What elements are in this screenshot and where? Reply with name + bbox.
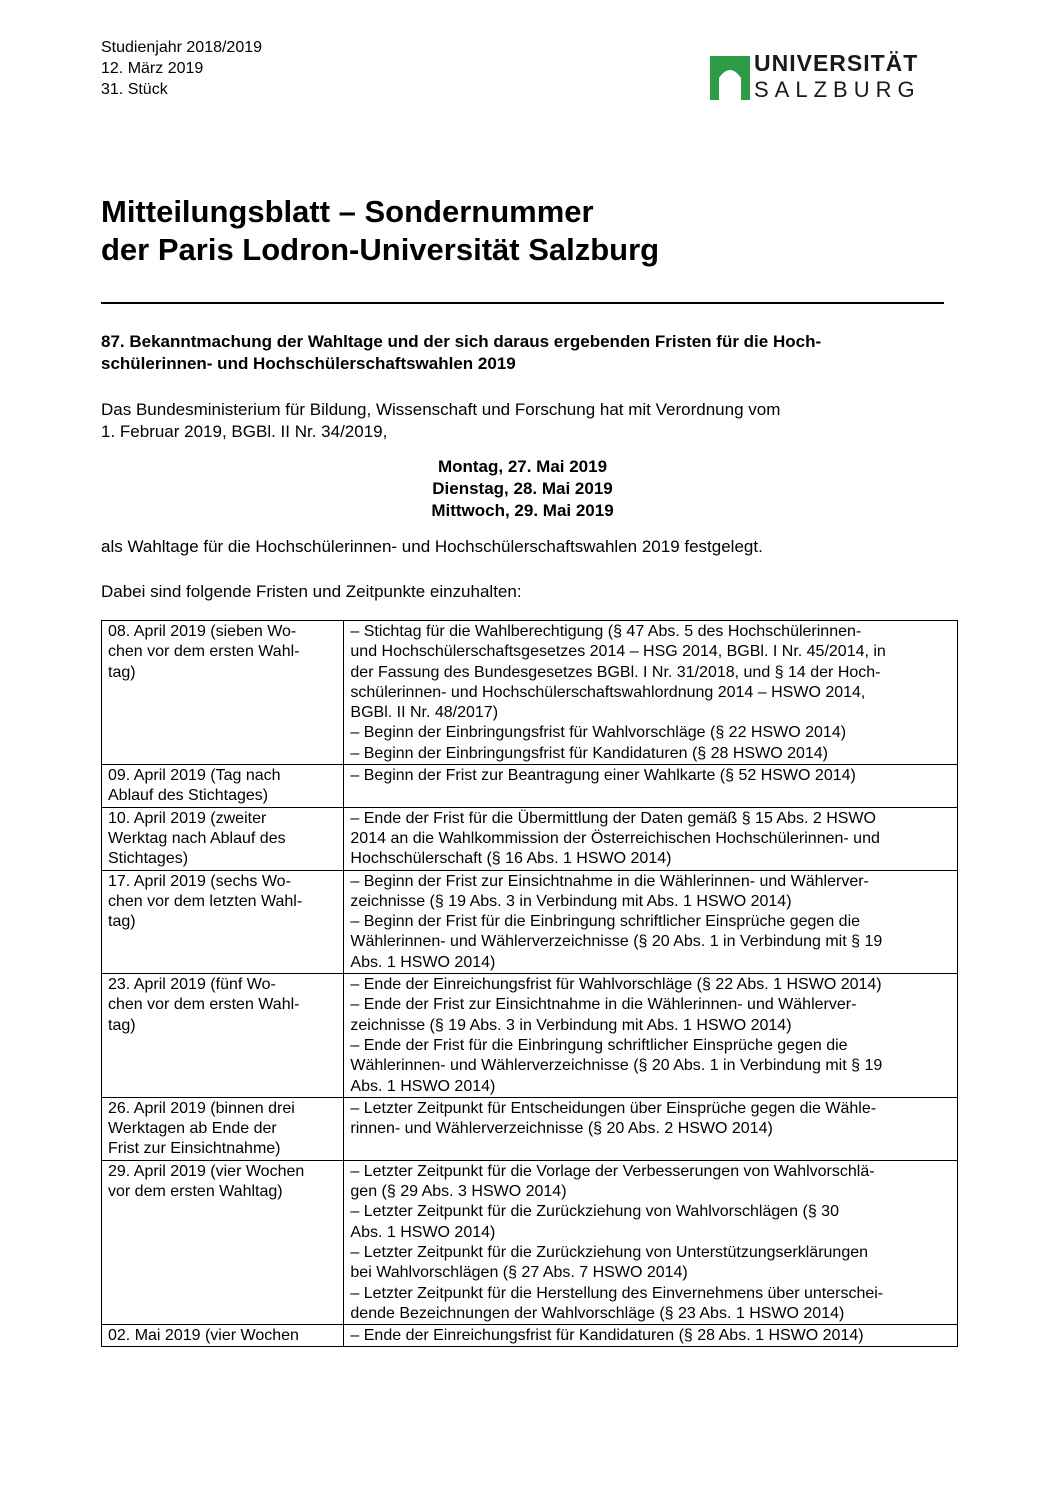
deadline-date-line: vor dem ersten Wahltag) — [108, 1183, 283, 1201]
deadline-text-line: – Beginn der Frist zur Beantragung einer Wahlkarte (§ 52 HSWO 2014) — [350, 767, 856, 785]
deadline-text-cell — [344, 1160, 958, 1324]
studienjahr: Studienjahr 2018/2019 — [101, 39, 263, 56]
heading-line1: 87. Bekanntmachung der Wahltage und der sich daraus ergebenden Fristen für die Hoch- — [101, 332, 822, 351]
deadline-text-cell — [344, 807, 958, 870]
deadline-date-line: Werktag nach Ablauf des — [108, 829, 286, 847]
deadlines-intro: Dabei sind folgende Fristen und Zeitpunkte einzuhalten: — [101, 582, 522, 601]
deadline-text-line: – Beginn der Frist zur Einsichtnahme in die Wählerinnen- und Wählerver- — [350, 872, 869, 890]
deadline-date-line: 26. April 2019 (binnen drei — [108, 1099, 295, 1117]
table-row — [102, 1325, 958, 1347]
title-line1: Mitteilungsblatt – Sondernummer — [101, 194, 594, 229]
deadline-text-line: – Ende der Einreichungsfrist für Wahlvorschläge (§ 22 Abs. 1 HSWO 2014) — [350, 976, 882, 994]
table-row — [102, 1160, 958, 1324]
table-row — [102, 621, 958, 765]
deadline-date-cell — [102, 1097, 344, 1160]
deadline-date-cell — [102, 870, 344, 973]
deadline-date-cell — [102, 1325, 344, 1347]
divider — [101, 302, 944, 304]
deadline-text-line: 2014 an die Wahlkommission der Österreichischen Hochschülerinnen- und — [350, 829, 880, 847]
deadline-text-line: zeichnisse (§ 19 Abs. 3 in Verbindung mit Abs. 1 HSWO 2014) — [350, 1016, 792, 1034]
issue-number: 31. Stück — [101, 81, 168, 98]
deadline-text-line: bei Wahlvorschlägen (§ 27 Abs. 7 HSWO 2014) — [350, 1264, 688, 1282]
deadline-date-line: chen vor dem ersten Wahl- — [108, 643, 300, 661]
deadline-text-line: Abs. 1 HSWO 2014) — [350, 953, 496, 971]
deadline-text-line: dende Bezeichnungen der Wahlvorschläge (§ 23 Abs. 1 HSWO 2014) — [350, 1304, 845, 1322]
deadline-text-line: Abs. 1 HSWO 2014) — [350, 1077, 496, 1095]
deadline-text-cell — [344, 974, 958, 1098]
deadline-text-line: Wählerinnen- und Wählerverzeichnisse (§ 20 Abs. 1 in Verbindung mit § 19 — [350, 933, 883, 951]
deadline-text-line: – Ende der Frist zur Einsichtnahme in die Wählerinnen- und Wählerver- — [350, 996, 857, 1014]
page-title — [101, 193, 659, 269]
deadline-text-line: zeichnisse (§ 19 Abs. 3 in Verbindung mit Abs. 1 HSWO 2014) — [350, 892, 792, 910]
deadline-text-line: der Fassung des Bundesgesetzes BGBl. I Nr. 31/2018, und § 14 der Hoch- — [350, 663, 881, 681]
intro-line1: Das Bundesministerium für Bildung, Wissenschaft und Forschung hat mit Verordnung vom — [101, 400, 781, 419]
deadline-date-cell — [102, 1160, 344, 1324]
deadline-text-line: – Letzter Zeitpunkt für die Zurückziehung von Wahlvorschlägen (§ 30 — [350, 1203, 839, 1221]
table-row — [102, 870, 958, 973]
deadline-date-line: 17. April 2019 (sechs Wo- — [108, 872, 291, 890]
header-meta — [101, 37, 262, 100]
intro-line2: 1. Februar 2019, BGBl. II Nr. 34/2019, — [101, 422, 388, 441]
deadlines-table — [101, 620, 958, 1347]
deadline-date-line: 02. Mai 2019 (vier Wochen — [108, 1327, 299, 1345]
election-date: Mittwoch, 29. Mai 2019 — [431, 501, 614, 520]
heading-line2: schülerinnen- und Hochschülerschaftswahlen 2019 — [101, 354, 516, 373]
logo-line1: UNIVERSITÄT — [754, 50, 919, 76]
table-row — [102, 974, 958, 1098]
deadline-text-line: gen (§ 29 Abs. 3 HSWO 2014) — [350, 1183, 567, 1201]
deadline-date-line: tag) — [108, 663, 136, 681]
issue-date: 12. März 2019 — [101, 60, 204, 77]
deadline-text-cell — [344, 1097, 958, 1160]
deadline-text-line: Hochschülerschaft (§ 16 Abs. 1 HSWO 2014) — [350, 850, 672, 868]
deadline-text-line: und Hochschülerschaftsgesetzes 2014 – HSG 2014, BGBl. I Nr. 45/2014, in — [350, 643, 886, 661]
deadline-text-cell — [344, 621, 958, 765]
deadline-text-line: BGBl. II Nr. 48/2017) — [350, 704, 499, 722]
deadline-date-cell — [102, 807, 344, 870]
deadline-text-line: schülerinnen- und Hochschülerschaftswahlordnung 2014 – HSWO 2014, — [350, 683, 866, 701]
deadline-text-line: – Stichtag für die Wahlberechtigung (§ 47 Abs. 5 des Hochschülerinnen- — [350, 623, 862, 640]
table-row — [102, 1097, 958, 1160]
table-row — [102, 765, 958, 808]
deadline-text-line: – Ende der Frist für die Einbringung schriftlicher Einsprüche gegen die — [350, 1036, 848, 1054]
deadline-text-line: – Beginn der Frist für die Einbringung schriftlicher Einsprüche gegen die — [350, 913, 861, 931]
deadline-date-line: 08. April 2019 (sieben Wo- — [108, 623, 297, 640]
deadline-text-cell — [344, 765, 958, 808]
election-dates — [101, 456, 944, 522]
intro-paragraph — [101, 399, 944, 443]
election-date: Dienstag, 28. Mai 2019 — [432, 479, 613, 498]
deadline-text-line: – Beginn der Einbringungsfrist für Kandidaturen (§ 28 HSWO 2014) — [350, 744, 829, 762]
election-date: Montag, 27. Mai 2019 — [437, 457, 608, 476]
outro-paragraph: als Wahltage für die Hochschülerinnen- und Hochschülerschaftswahlen 2019 festgelegt. — [101, 537, 763, 556]
deadline-date-line: 23. April 2019 (fünf Wo- — [108, 976, 276, 994]
deadline-text-line: Abs. 1 HSWO 2014) — [350, 1223, 496, 1241]
university-logo — [710, 52, 920, 104]
logo-mark-icon — [710, 52, 750, 100]
deadline-date-cell — [102, 974, 344, 1098]
deadline-date-line: Stichtages) — [108, 850, 189, 868]
deadline-text-cell — [344, 870, 958, 973]
logo-line2: SALZBURG — [754, 77, 921, 102]
deadline-text-line: – Letzter Zeitpunkt für die Herstellung des Einvernehmens über unterschei- — [350, 1284, 884, 1302]
deadline-text-line: – Ende der Einreichungsfrist für Kandidaturen (§ 28 Abs. 1 HSWO 2014) — [350, 1327, 864, 1345]
title-line2: der Paris Lodron-Universität Salzburg — [101, 232, 660, 267]
deadline-text-line: rinnen- und Wählerverzeichnisse (§ 20 Abs. 2 HSWO 2014) — [350, 1120, 773, 1138]
deadline-text-line: – Letzter Zeitpunkt für Entscheidungen über Einsprüche gegen die Wähle- — [350, 1099, 877, 1117]
deadline-date-line: chen vor dem ersten Wahl- — [108, 996, 300, 1014]
deadline-date-line: Frist zur Einsichtnahme) — [108, 1140, 281, 1158]
deadline-date-line: 29. April 2019 (vier Wochen — [108, 1162, 305, 1180]
deadline-date-line: 09. April 2019 (Tag nach — [108, 767, 281, 785]
deadline-date-line: Werktagen ab Ende der — [108, 1120, 277, 1138]
deadline-date-line: chen vor dem letzten Wahl- — [108, 892, 303, 910]
deadline-date-line: Ablauf des Stichtages) — [108, 787, 269, 805]
deadline-text-cell — [344, 1325, 958, 1347]
deadline-date-cell — [102, 765, 344, 808]
table-row — [102, 807, 958, 870]
deadline-text-line: Wählerinnen- und Wählerverzeichnisse (§ 20 Abs. 1 in Verbindung mit § 19 — [350, 1057, 883, 1075]
announcement-heading — [101, 331, 944, 375]
deadline-text-line: – Ende der Frist für die Übermittlung der Daten gemäß § 15 Abs. 2 HSWO — [350, 809, 876, 827]
deadline-date-cell — [102, 621, 344, 765]
deadline-text-line: – Letzter Zeitpunkt für die Vorlage der Verbesserungen von Wahlvorschlä- — [350, 1162, 875, 1180]
deadline-text-line: – Letzter Zeitpunkt für die Zurückziehung von Unterstützungserklärungen — [350, 1243, 869, 1261]
deadline-date-line: tag) — [108, 913, 136, 931]
deadline-date-line: tag) — [108, 1016, 136, 1034]
deadline-text-line: – Beginn der Einbringungsfrist für Wahlvorschläge (§ 22 HSWO 2014) — [350, 724, 847, 742]
deadline-date-line: 10. April 2019 (zweiter — [108, 809, 267, 827]
